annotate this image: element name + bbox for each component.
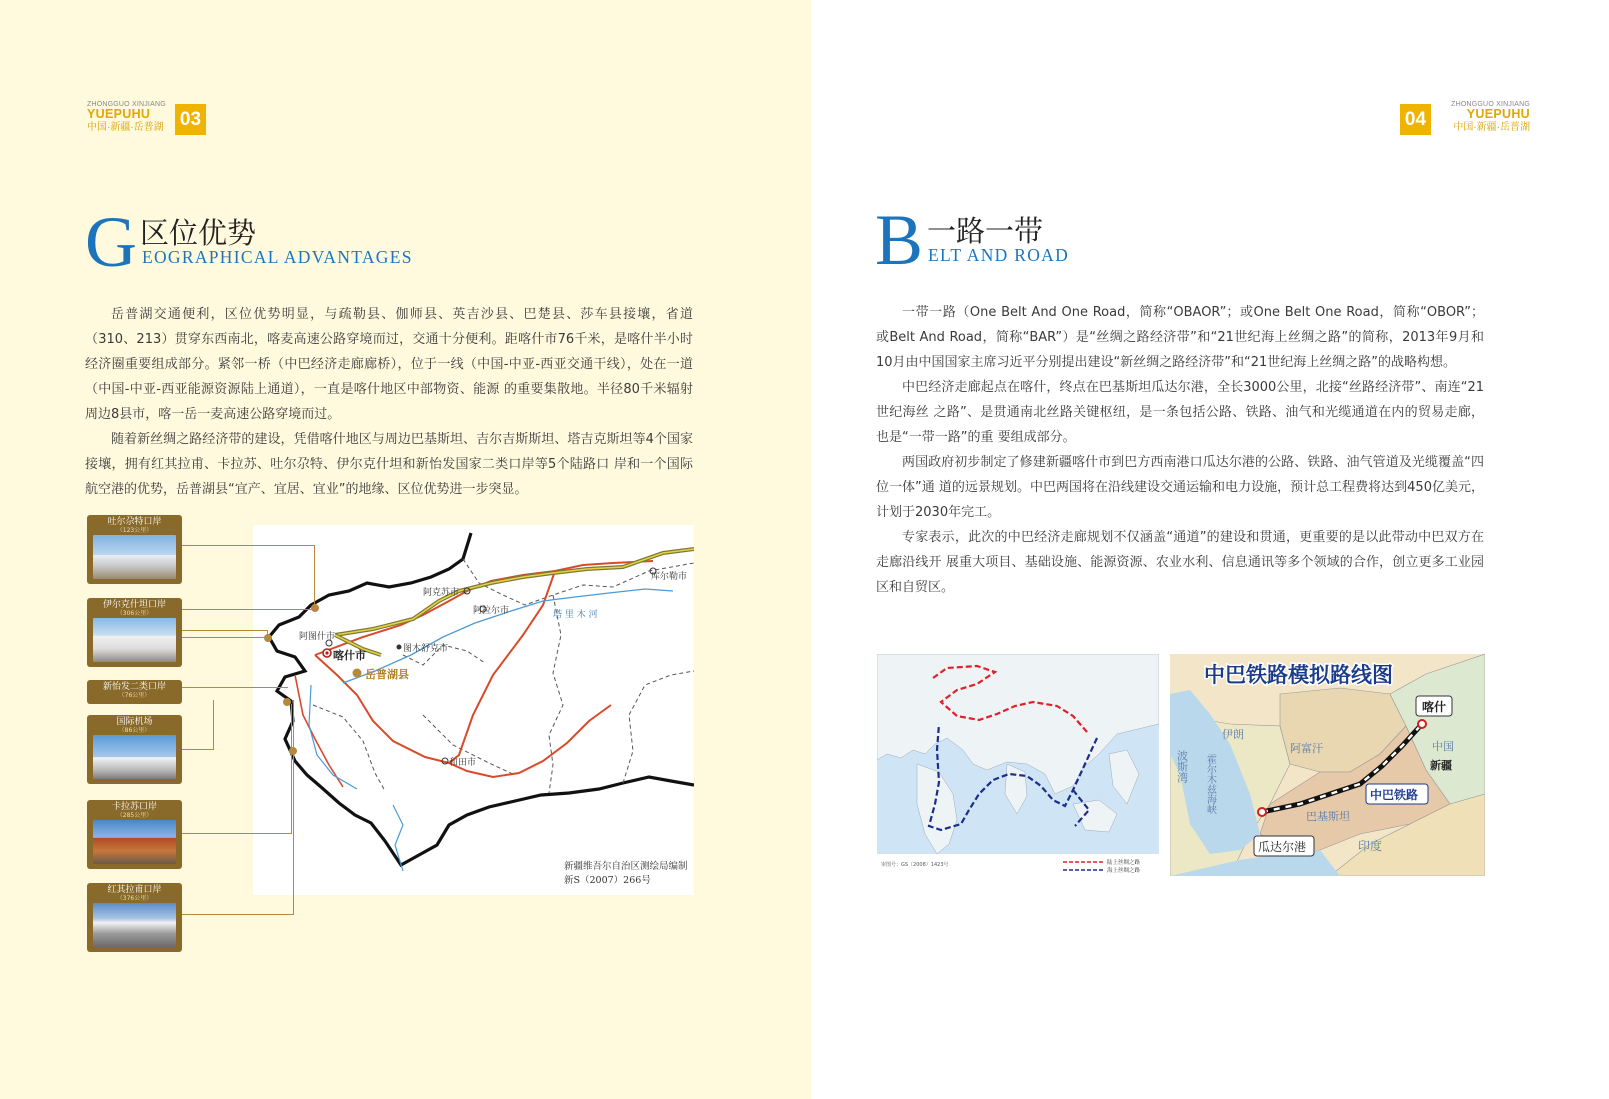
map-label-atushi: 阿图什市 [299, 632, 336, 642]
legend-land-route: 陆上丝绸之路 [1107, 860, 1141, 866]
map-label-hetian: 和田市 [449, 758, 477, 768]
title-initial: B [875, 200, 924, 280]
cpec-label-india: 印度 [1358, 839, 1383, 853]
leader-line [182, 687, 288, 688]
port-card-khunjerab: 红其拉甫口岸 （376公里） [87, 883, 182, 952]
page-subtitle: EOGRAPHICAL ADVANTAGES [142, 247, 413, 267]
leader-line [182, 700, 294, 915]
intro-text [85, 302, 693, 502]
cpec-label-gulf: 波斯湾 [1175, 750, 1189, 783]
cpec-label-afghanistan: 阿富汗 [1290, 742, 1323, 755]
silk-road-world-map [877, 654, 1159, 876]
port-card-xinyifa: 新怡发二类口岸 （76公里） [87, 680, 182, 704]
paragraph: 一带一路（One Belt And One Road，简称“OBAOR”；或One Belt One Road，简称“OBOR”；或Belt And Road，简称“BAR”）是“丝绸之路经济带”和“21世纪海上丝绸之路”的简称，2013年9月和10月由中国国家主席习近平分别提出建设“新丝绸之路经济带”和“21世纪海上丝绸之路”的战略构想。 [876, 305, 1484, 370]
cpec-map-title: 中巴铁路模拟路线图 [1204, 663, 1393, 687]
legend-sea-route: 海上丝绸之路 [1107, 868, 1141, 874]
xinjiang-map [253, 525, 694, 895]
cpec-railway-map [1170, 654, 1485, 876]
port-photo [93, 535, 176, 579]
port-card-airport: 国际机场 （86公里） [87, 715, 182, 784]
right-page [811, 0, 1609, 1099]
paragraph: 两国政府初步制定了修建新疆喀什市到巴方西南港口瓜达尔港的公路、铁路、油气管道及光缆覆盖“四位一体”通 道的远景规划。中巴两国将在沿线建设交通运输和电力设施，预计总工程费将达到450亿美元，计划于2030年完工。 [876, 455, 1484, 520]
port-card-irkeshtam: 伊尔克什坦口岸 （306公里） [87, 598, 182, 667]
page-subtitle: ELT AND ROAD [928, 245, 1070, 265]
map-label-akesu: 阿克苏市 [423, 588, 460, 598]
leader-line [182, 630, 268, 638]
cpec-label-gwadar: 瓜达尔港 [1258, 840, 1307, 854]
cpec-label-hormuz: 霍尔木兹海峡 [1204, 754, 1216, 814]
paragraph: 岳普湖交通便利，区位优势明显，与疏勒县、伽师县、英吉沙县、巴楚县、莎车县接壤，省道（310、213）贯穿东西南北，喀麦高速公路穿境而过，交通十分便利。距喀什市76千米，是喀什半小时经济圈重要组成部分。紧邻一桥（中巴经济走廊廊桥），位于一线（中国-中亚-西亚交通干线），处在一道（中国-中亚-西亚能源资源陆上通道），一直是喀什地区中部物资、能源 的重要集散地。半径80千米辐射周边8县市，喀一岳一麦高速公路穿境而过。 [85, 307, 693, 422]
map-label-kuerle: 库尔勒市 [651, 572, 688, 582]
paragraph: 专家表示，此次的中巴经济走廊规划不仅涵盖“通道”的建设和贯通，更重要的是以此带动中巴双方在走廊沿线开 展重大项目、基础设施、能源资源、农业水利、信息通讯等多个领域的合作，创立更多工业园区和自贸区。 [876, 530, 1484, 595]
port-card-torugart: 吐尔尕特口岸 （123公里） [87, 515, 182, 584]
leader-line [182, 545, 315, 610]
paragraph: 随着新丝绸之路经济带的建设，凭借喀什地区与周边巴基斯坦、吉尔吉斯斯坦、塔吉克斯坦等4个国家接壤，拥有红其拉甫、卡拉苏、吐尔尕特、伊尔克什坦和新怡发国家二类口岸等5个陆路口 岸和一个国际航空港的优势，岳普湖县“宜产、宜居、宜业”的地缘、区位优势进一步突显。 [85, 432, 693, 497]
brand-logo: ZHONGGUO XINJIANG YUEPUHU 中国·新疆·岳普湖 [1451, 101, 1530, 133]
belt-road-text [876, 300, 1484, 600]
port-card-karasu: 卡拉苏口岸 （285公里） [87, 800, 182, 869]
port-photo [93, 618, 176, 662]
map-label-tumushuke: 图木舒克市 [403, 644, 449, 654]
cpec-label-china: 中国 [1432, 740, 1454, 753]
map-label-alaer: 阿拉尔市 [473, 606, 510, 616]
port-photo [93, 903, 176, 947]
port-photo [93, 820, 176, 864]
map-label-yuepuhu: 岳普湖县 [365, 668, 409, 681]
cpec-label-iran: 伊朗 [1222, 728, 1244, 741]
cpec-label-railway: 中巴铁路 [1370, 788, 1419, 802]
cpec-label-xinjiang: 新疆 [1430, 759, 1452, 772]
page-title: 一路一带 [927, 214, 1044, 248]
map-approval-code: 审图号：GS（2008）1423号 [881, 862, 949, 868]
cpec-label-pakistan: 巴基斯坦 [1306, 810, 1350, 823]
page-number: 03 [175, 104, 206, 135]
title-initial: G [85, 202, 137, 282]
page-number: 04 [1400, 104, 1431, 135]
map-label-kashi: 喀什市 [333, 649, 366, 662]
page-title: 区位优势 [140, 216, 257, 250]
map-label-river: 塔 里 木 河 [553, 610, 598, 620]
port-photo [93, 735, 176, 779]
paragraph: 中巴经济走廊起点在喀什，终点在巴基斯坦瓜达尔港，全长3000公里，北接“丝路经济带”、南连“21世纪海丝 之路”、是贯通南北丝路关键枢纽，是一条包括公路、铁路、油气和光缆通道在内的贸易走廊，也是“一带一路”的重 要组成部分。 [876, 380, 1484, 445]
brand-logo: ZHONGGUO XINJIANG YUEPUHU 中国·新疆·岳普湖 [87, 101, 166, 133]
map-caption: 新疆维吾尔自治区测绘局编制 新S（2007）266号 [564, 861, 688, 886]
cpec-label-kashi: 喀什 [1422, 700, 1447, 714]
